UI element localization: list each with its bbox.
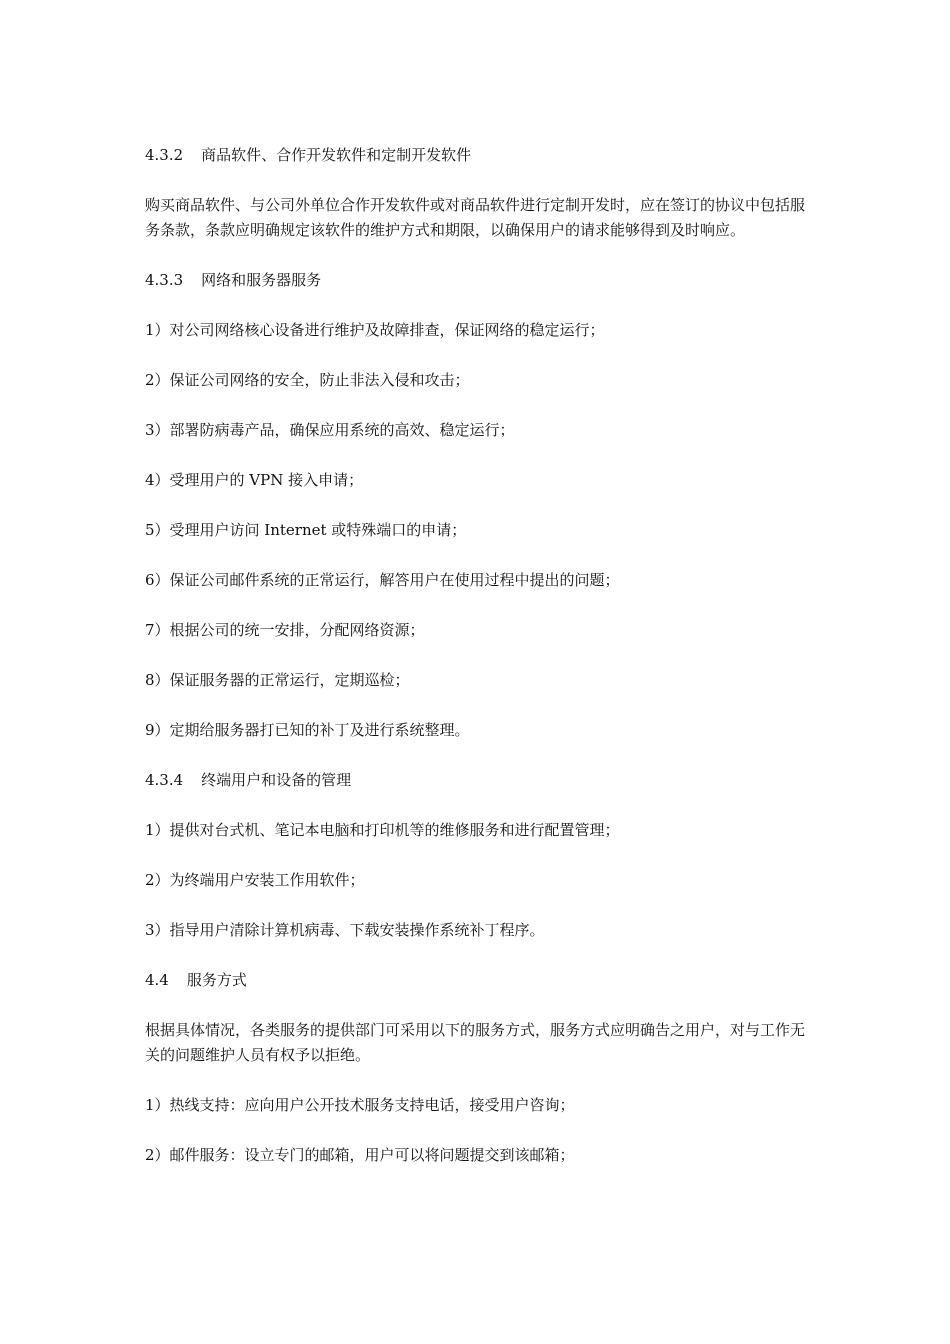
- list-item: 5）受理用户访问 Internet 或特殊端口的申请；: [145, 521, 467, 539]
- list-item: 9）定期给服务器打已知的补丁及进行系统整理。: [145, 721, 470, 739]
- section-number: 4.3.2: [145, 146, 184, 164]
- section-number: 4.3.3: [145, 271, 184, 289]
- document-body: [145, 143, 810, 1193]
- section-title: 终端用户和设备的管理: [201, 771, 352, 789]
- list-item: 2）邮件服务：设立专门的邮箱，用户可以将问题提交到该邮箱；: [145, 1146, 575, 1164]
- list-item: 2）为终端用户安装工作用软件；: [145, 871, 365, 889]
- section-heading-4-3-3: [145, 268, 810, 293]
- list-item: 1）对公司网络核心设备进行维护及故障排查，保证网络的稳定运行；: [145, 321, 605, 339]
- list-item: 3）部署防病毒产品，确保应用系统的高效、稳定运行；: [145, 421, 515, 439]
- section-heading-4-3-2: [145, 143, 810, 168]
- paragraph: 购买商品软件、与公司外单位合作开发软件或对商品软件进行定制开发时，应在签订的协议中包括服务条款，条款应明确规定该软件的维护方式和期限，以确保用户的请求能够得到及时响应。: [145, 196, 806, 239]
- list-item: 1）提供对台式机、笔记本电脑和打印机等的维修服务和进行配置管理；: [145, 821, 620, 839]
- section-title: 网络和服务器服务: [201, 271, 322, 289]
- paragraph: 根据具体情况，各类服务的提供部门可采用以下的服务方式，服务方式应明确告之用户，对与工作无关的问题维护人员有权予以拒绝。: [145, 1021, 806, 1064]
- list-item: 8）保证服务器的正常运行，定期巡检；: [145, 671, 410, 689]
- section-number: 4.4: [145, 971, 169, 989]
- section-heading-4-3-4: [145, 768, 810, 793]
- list-item: 2）保证公司网络的安全，防止非法入侵和攻击；: [145, 371, 470, 389]
- section-heading-4-4: [145, 968, 810, 993]
- section-title: 商品软件、合作开发软件和定制开发软件: [201, 146, 472, 164]
- list-item: 6）保证公司邮件系统的正常运行，解答用户在使用过程中提出的问题；: [145, 571, 620, 589]
- list-item: 3）指导用户清除计算机病毒、下载安装操作系统补丁程序。: [145, 921, 545, 939]
- section-number: 4.3.4: [145, 771, 184, 789]
- list-item: 7）根据公司的统一安排，分配网络资源；: [145, 621, 425, 639]
- list-item: 4）受理用户的 VPN 接入申请；: [145, 471, 364, 489]
- list-item: 1）热线支持：应向用户公开技术服务支持电话，接受用户咨询；: [145, 1096, 575, 1114]
- section-title: 服务方式: [186, 971, 247, 989]
